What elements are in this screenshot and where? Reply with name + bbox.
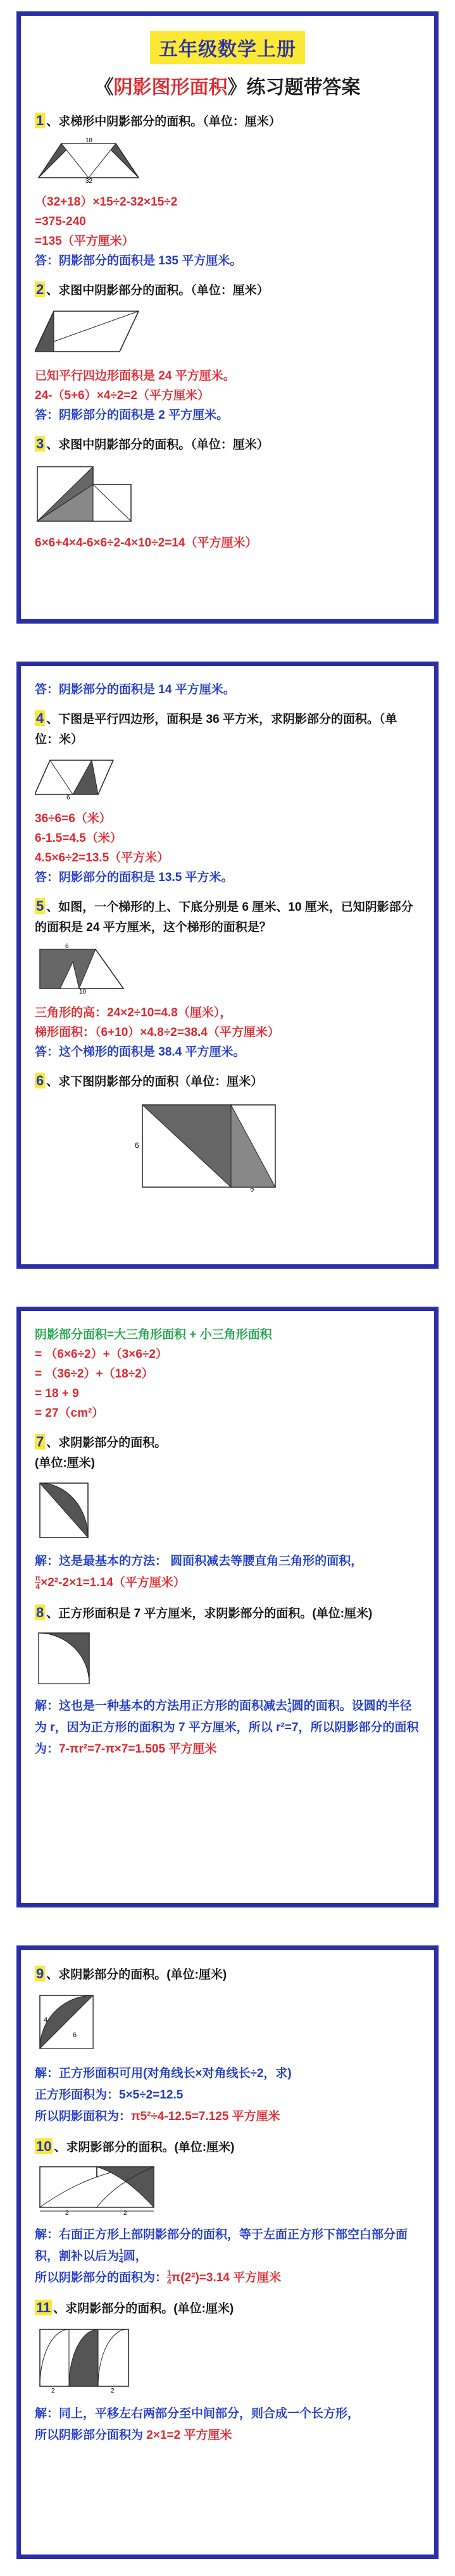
figure-q7 [35, 1478, 92, 1541]
q10-solution-2: 所以阴影部分的面积为： $\frac{1}{4}$ π(2²)=3.14 平方厘米 [35, 2269, 282, 2287]
q2-step-1: 已知平行四边形面积是 24 平方厘米。 [35, 369, 235, 383]
card-1 [16, 11, 439, 624]
svg-text:4: 4 [44, 2016, 48, 2024]
q1-step-1: （32+18）×15÷2-32×15÷2 [35, 195, 178, 209]
figure-q10 [35, 2163, 161, 2215]
q5-step-1: 三角形的高：24×2÷10=4.8（厘米）， [35, 1006, 232, 1020]
figure-q11 [35, 2324, 136, 2394]
question-6: 6 、求下图阴影部分的面积（单位：厘米） [36, 1073, 263, 1088]
svg-text:6: 6 [66, 794, 70, 799]
page-title: 五年级数学上册 [150, 31, 305, 64]
svg-text:2: 2 [250, 1186, 254, 1192]
question-8: 8 、正方形面积是 7 平方厘米，求阴影部分的面积。(单位:厘米) [36, 1605, 373, 1620]
svg-text:2: 2 [65, 2210, 69, 2215]
figure-q5 [35, 943, 130, 994]
svg-text:2: 2 [123, 2210, 127, 2215]
q2-answer: 答：阴影部分的面积是 2 平方厘米。 [35, 409, 229, 422]
svg-text:2: 2 [51, 2388, 55, 2394]
question-10: 10 、求阴影部分的面积。(单位:厘米) [36, 2138, 235, 2154]
q3-answer: 答：阴影部分的面积是 14 平方厘米。 [35, 683, 235, 696]
svg-text:4: 4 [56, 327, 61, 335]
question-1: 1 、求梯形中阴影部分的面积。（单位：厘米） [36, 113, 281, 128]
q1-step-2: =375-240 [35, 215, 86, 228]
q1-step-3: =135（平方厘米） [35, 235, 134, 248]
q10-solution: 解：右面正方形上部阴影部分的面积，等于左面正方形下部空白部分面积，割补以后为 $\frac{1}{4}$ 圆， [35, 2228, 408, 2265]
q5-step-2: 梯形面积：（6+10）×4.8÷2=38.4（平方厘米） [35, 1026, 280, 1039]
q6-step-4: = 27（cm²） [35, 1407, 104, 1420]
q1-answer: 答：阴影部分的面积是 135 平方厘米。 [35, 254, 242, 268]
figure-q2 [35, 306, 142, 357]
q7-solution-2: $\frac{\pi}{4}$ ×2²-2×1=1.14（平方厘米） [35, 1574, 185, 1592]
page-subtitle: 《阴影图形面积》练习题带答案 [94, 77, 361, 98]
card-4 [16, 1945, 439, 2559]
question-5: 5 、如图，一个梯形的上、下底分别是 6 厘米、10 厘米，已知阴影部分的面积是 24 平方厘米，这个梯形的面积是？ [35, 898, 413, 934]
q6-step-3: = 18 + 9 [35, 1387, 79, 1400]
figure-q8 [35, 1629, 92, 1686]
q8-solution: 解：这也是一种基本的方法用正方形的面积减去 $\frac{1}{4}$ 圆的面积。设圆的半径为 r，因为正方形的面积为 7 平方厘米，所以 r²=7，所以阴影部分的面积为：7-πr²=7-π×7=1.505 平方厘米 [35, 1697, 419, 1756]
figure-q1 [35, 137, 142, 183]
svg-text:32: 32 [85, 178, 93, 183]
question-9: 9 、求阴影部分的面积。(单位:厘米) [36, 1966, 227, 1981]
q11-solution: 解：同上，平移左右两部分至中间部分，则合成一个长方形， [35, 2407, 360, 2420]
svg-text:2: 2 [111, 2388, 115, 2394]
q6-step-1: = （6×6÷2）+（3×6÷2） [35, 1348, 168, 1361]
q9-solution: 解：正方形面积可用(对角线长×对角线长÷2，求) [35, 2067, 292, 2080]
question-7: 7 、求阴影部分的面积。 [36, 1434, 167, 1450]
q6-solution-title: 阴影部分面积=大三角形面积 + 小三角形面积 [35, 1328, 272, 1341]
figure-q9 [35, 1990, 98, 2054]
svg-text:6: 6 [135, 1141, 139, 1150]
q9-solution-2: 正方形面积为：5×5÷2=12.5 [35, 2088, 184, 2102]
figure-q4 [35, 755, 117, 799]
q3-step-1: 6×6+4×4-6×6÷2-4×10÷2=14（平方厘米） [35, 536, 258, 550]
svg-text:18: 18 [85, 137, 93, 144]
q4-answer: 答：阴影部分的面积是 13.5 平方米。 [35, 871, 234, 884]
question-4: 4 、下图是平行四边形，面积是 36 平方米，求阴影部分的面积。（单位：米） [35, 710, 397, 746]
figure-q3 [35, 460, 142, 524]
q9-solution-3: 所以阴影面积为：π5²÷4-12.5=7.125 平方厘米 [35, 2110, 280, 2123]
question-2: 2 、求图中阴影部分的面积。（单位：厘米） [36, 281, 269, 297]
q4-step-3: 4.5×6÷2=13.5（平方米） [35, 851, 170, 865]
q11-solution-2: 所以阴影部分面积为 2×1=2 平方厘米 [35, 2429, 232, 2442]
card-2 [16, 662, 439, 1269]
q7-solution: 解：这是最基本的方法： 圆面积减去等腰直角三角形的面积， [35, 1555, 363, 1568]
question-3: 3 、求图中阴影部分的面积。（单位：厘米） [36, 436, 269, 452]
card-3 [16, 1307, 439, 1907]
svg-text:10: 10 [79, 989, 87, 994]
q6-step-2: = （36÷2）+（18÷2） [35, 1367, 154, 1381]
q2-step-2: 24-（5+6）×4÷2=2（平方厘米） [35, 389, 210, 402]
svg-text:6: 6 [65, 943, 69, 950]
question-11: 11 、求阴影部分的面积。(单位:厘米) [36, 2300, 234, 2315]
q4-step-2: 6-1.5=4.5（米） [35, 832, 122, 845]
q7-unit: (单位:厘米) [35, 1457, 95, 1470]
q5-answer: 答：这个梯形的面积是 38.4 平方厘米。 [35, 1045, 246, 1059]
figure-q6 [60, 1097, 313, 1192]
svg-text:6: 6 [73, 2031, 77, 2039]
q4-step-1: 36÷6=6（米） [35, 812, 111, 825]
